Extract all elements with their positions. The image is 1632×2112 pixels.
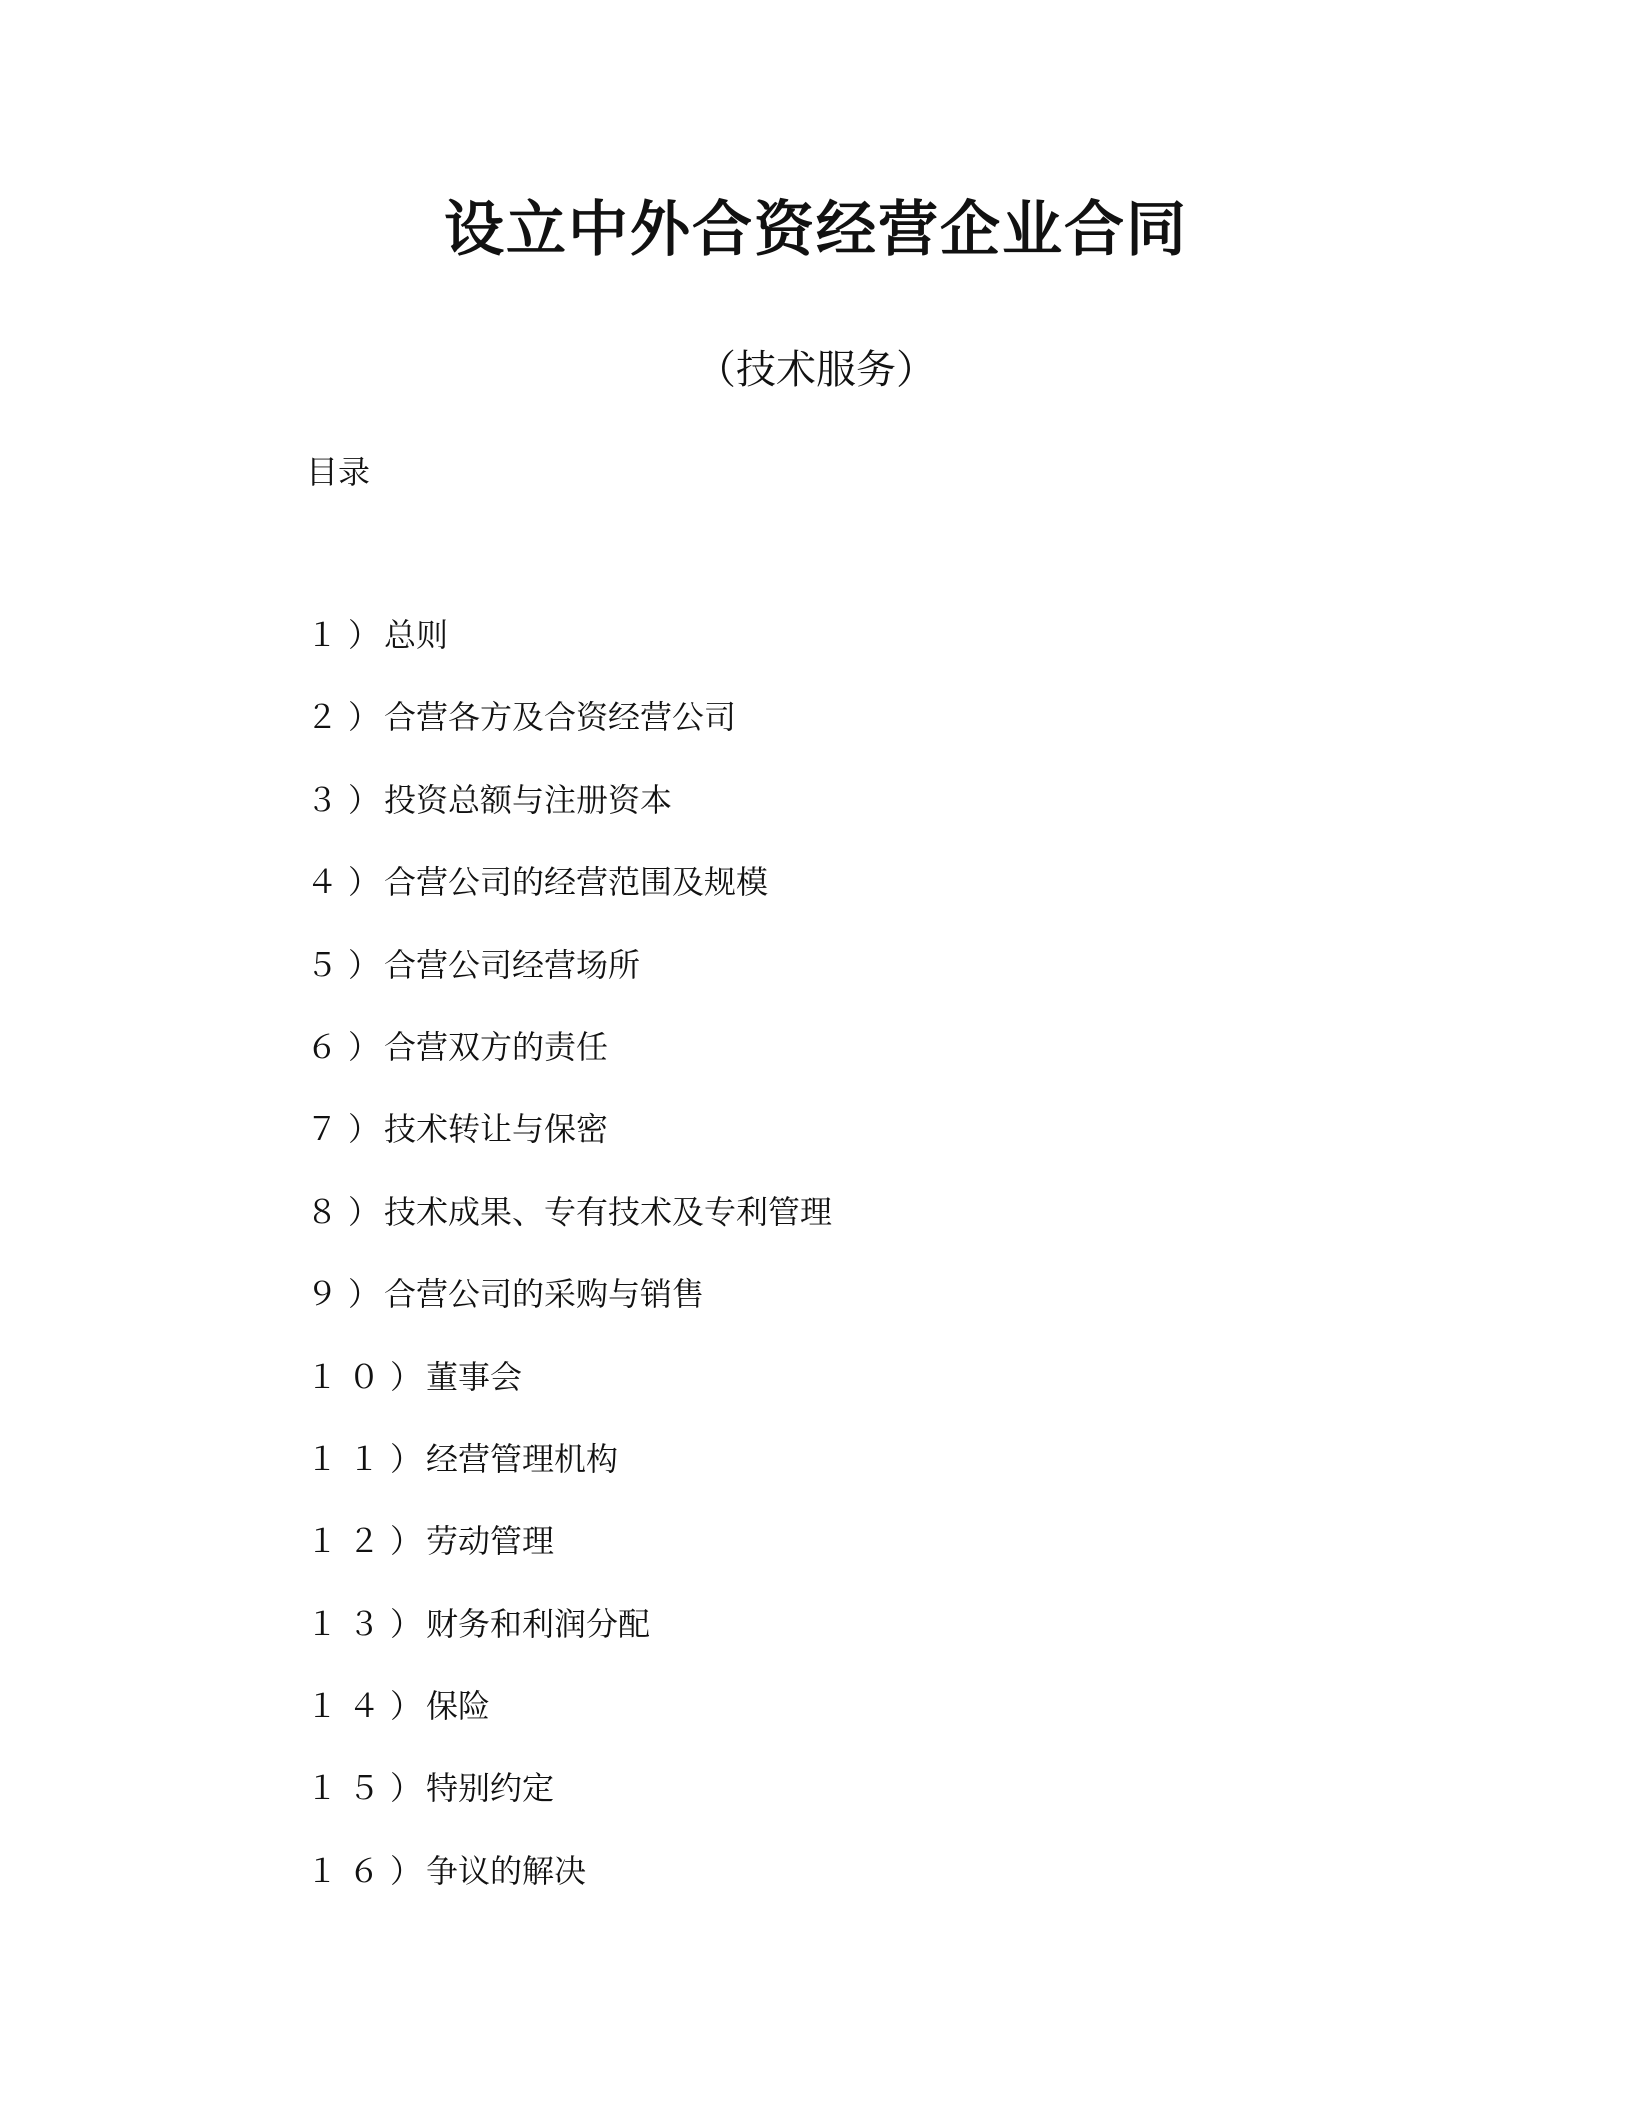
toc-item-paren: ） (348, 616, 381, 654)
toc-item-number: １６ (306, 1851, 391, 1890)
toc-item-paren: ） (390, 1522, 423, 1561)
toc-item-number: １０ (306, 1357, 391, 1396)
toc-item (306, 775, 832, 857)
toc-item (306, 1434, 832, 1516)
toc-item (306, 1763, 832, 1845)
document-title: 设立中外合资经营企业合同 (444, 195, 1188, 265)
toc-item-paren: ） (390, 1687, 423, 1726)
toc-item (306, 1352, 832, 1434)
toc-item (306, 1104, 832, 1186)
toc-item-paren: ） (348, 1192, 381, 1231)
toc-item-paren: ） (348, 780, 381, 819)
toc-item-label: 总则 (384, 616, 449, 654)
toc-item (306, 1269, 832, 1351)
toc-item-label: 合营公司经营场所 (384, 945, 641, 984)
toc-item-number: １５ (306, 1769, 391, 1808)
toc-item-number: ７ (306, 1110, 349, 1149)
toc-item-paren: ） (348, 1275, 381, 1314)
toc-item-label: 经营管理机构 (426, 1439, 619, 1478)
toc-item-label: 合营公司的采购与销售 (384, 1275, 705, 1314)
toc-item (306, 857, 832, 939)
toc-item-label: 特别约定 (426, 1769, 555, 1808)
toc-item-label: 争议的解决 (426, 1851, 587, 1890)
toc-item (306, 692, 832, 774)
toc-item-paren: ） (348, 863, 381, 902)
toc-item-number: ５ (306, 945, 349, 984)
toc-item-number: ３ (306, 780, 349, 819)
toc-item-number: １ (306, 616, 349, 654)
toc-item-paren: ） (348, 698, 381, 737)
toc-item-label: 董事会 (426, 1357, 523, 1396)
toc-item-number: ２ (306, 698, 349, 737)
toc-item-number: ９ (306, 1275, 349, 1314)
toc-item-label: 财务和利润分配 (426, 1604, 651, 1643)
toc-list (306, 610, 832, 1928)
toc-item-label: 劳动管理 (426, 1522, 555, 1561)
toc-item-number: １４ (306, 1687, 391, 1726)
toc-item-paren: ） (390, 1604, 423, 1643)
toc-item-label: 合营公司的经营范围及规模 (384, 863, 769, 902)
toc-item (306, 1846, 832, 1928)
document-subtitle: （技术服务） (696, 347, 936, 393)
toc-item (306, 1187, 832, 1269)
toc-item-number: １２ (306, 1522, 391, 1561)
toc-item (306, 1599, 832, 1681)
toc-item (306, 1681, 832, 1763)
toc-item-label: 合营各方及合资经营公司 (384, 698, 737, 737)
toc-item (306, 1516, 832, 1598)
toc-item (306, 940, 832, 1022)
toc-item-number: １１ (306, 1439, 391, 1478)
toc-item-label: 投资总额与注册资本 (384, 780, 673, 819)
toc-item-paren: ） (348, 945, 381, 984)
toc-item-number: ４ (306, 863, 349, 902)
toc-item-paren: ） (390, 1357, 423, 1396)
toc-item-paren: ） (348, 1027, 381, 1066)
toc-item-paren: ） (348, 1110, 381, 1149)
toc-item-number: ８ (306, 1192, 349, 1231)
toc-item-label: 技术成果、专有技术及专利管理 (384, 1192, 833, 1231)
toc-item (306, 610, 832, 692)
toc-item-number: １３ (306, 1604, 391, 1643)
toc-item-paren: ） (390, 1769, 423, 1808)
toc-heading: 目录 (306, 453, 371, 491)
toc-item (306, 1022, 832, 1104)
toc-item-label: 技术转让与保密 (384, 1110, 609, 1149)
toc-item-label: 保险 (426, 1687, 491, 1726)
toc-item-paren: ） (390, 1439, 423, 1478)
toc-item-number: ６ (306, 1027, 349, 1066)
toc-item-label: 合营双方的责任 (384, 1027, 609, 1066)
toc-item-paren: ） (390, 1851, 423, 1890)
